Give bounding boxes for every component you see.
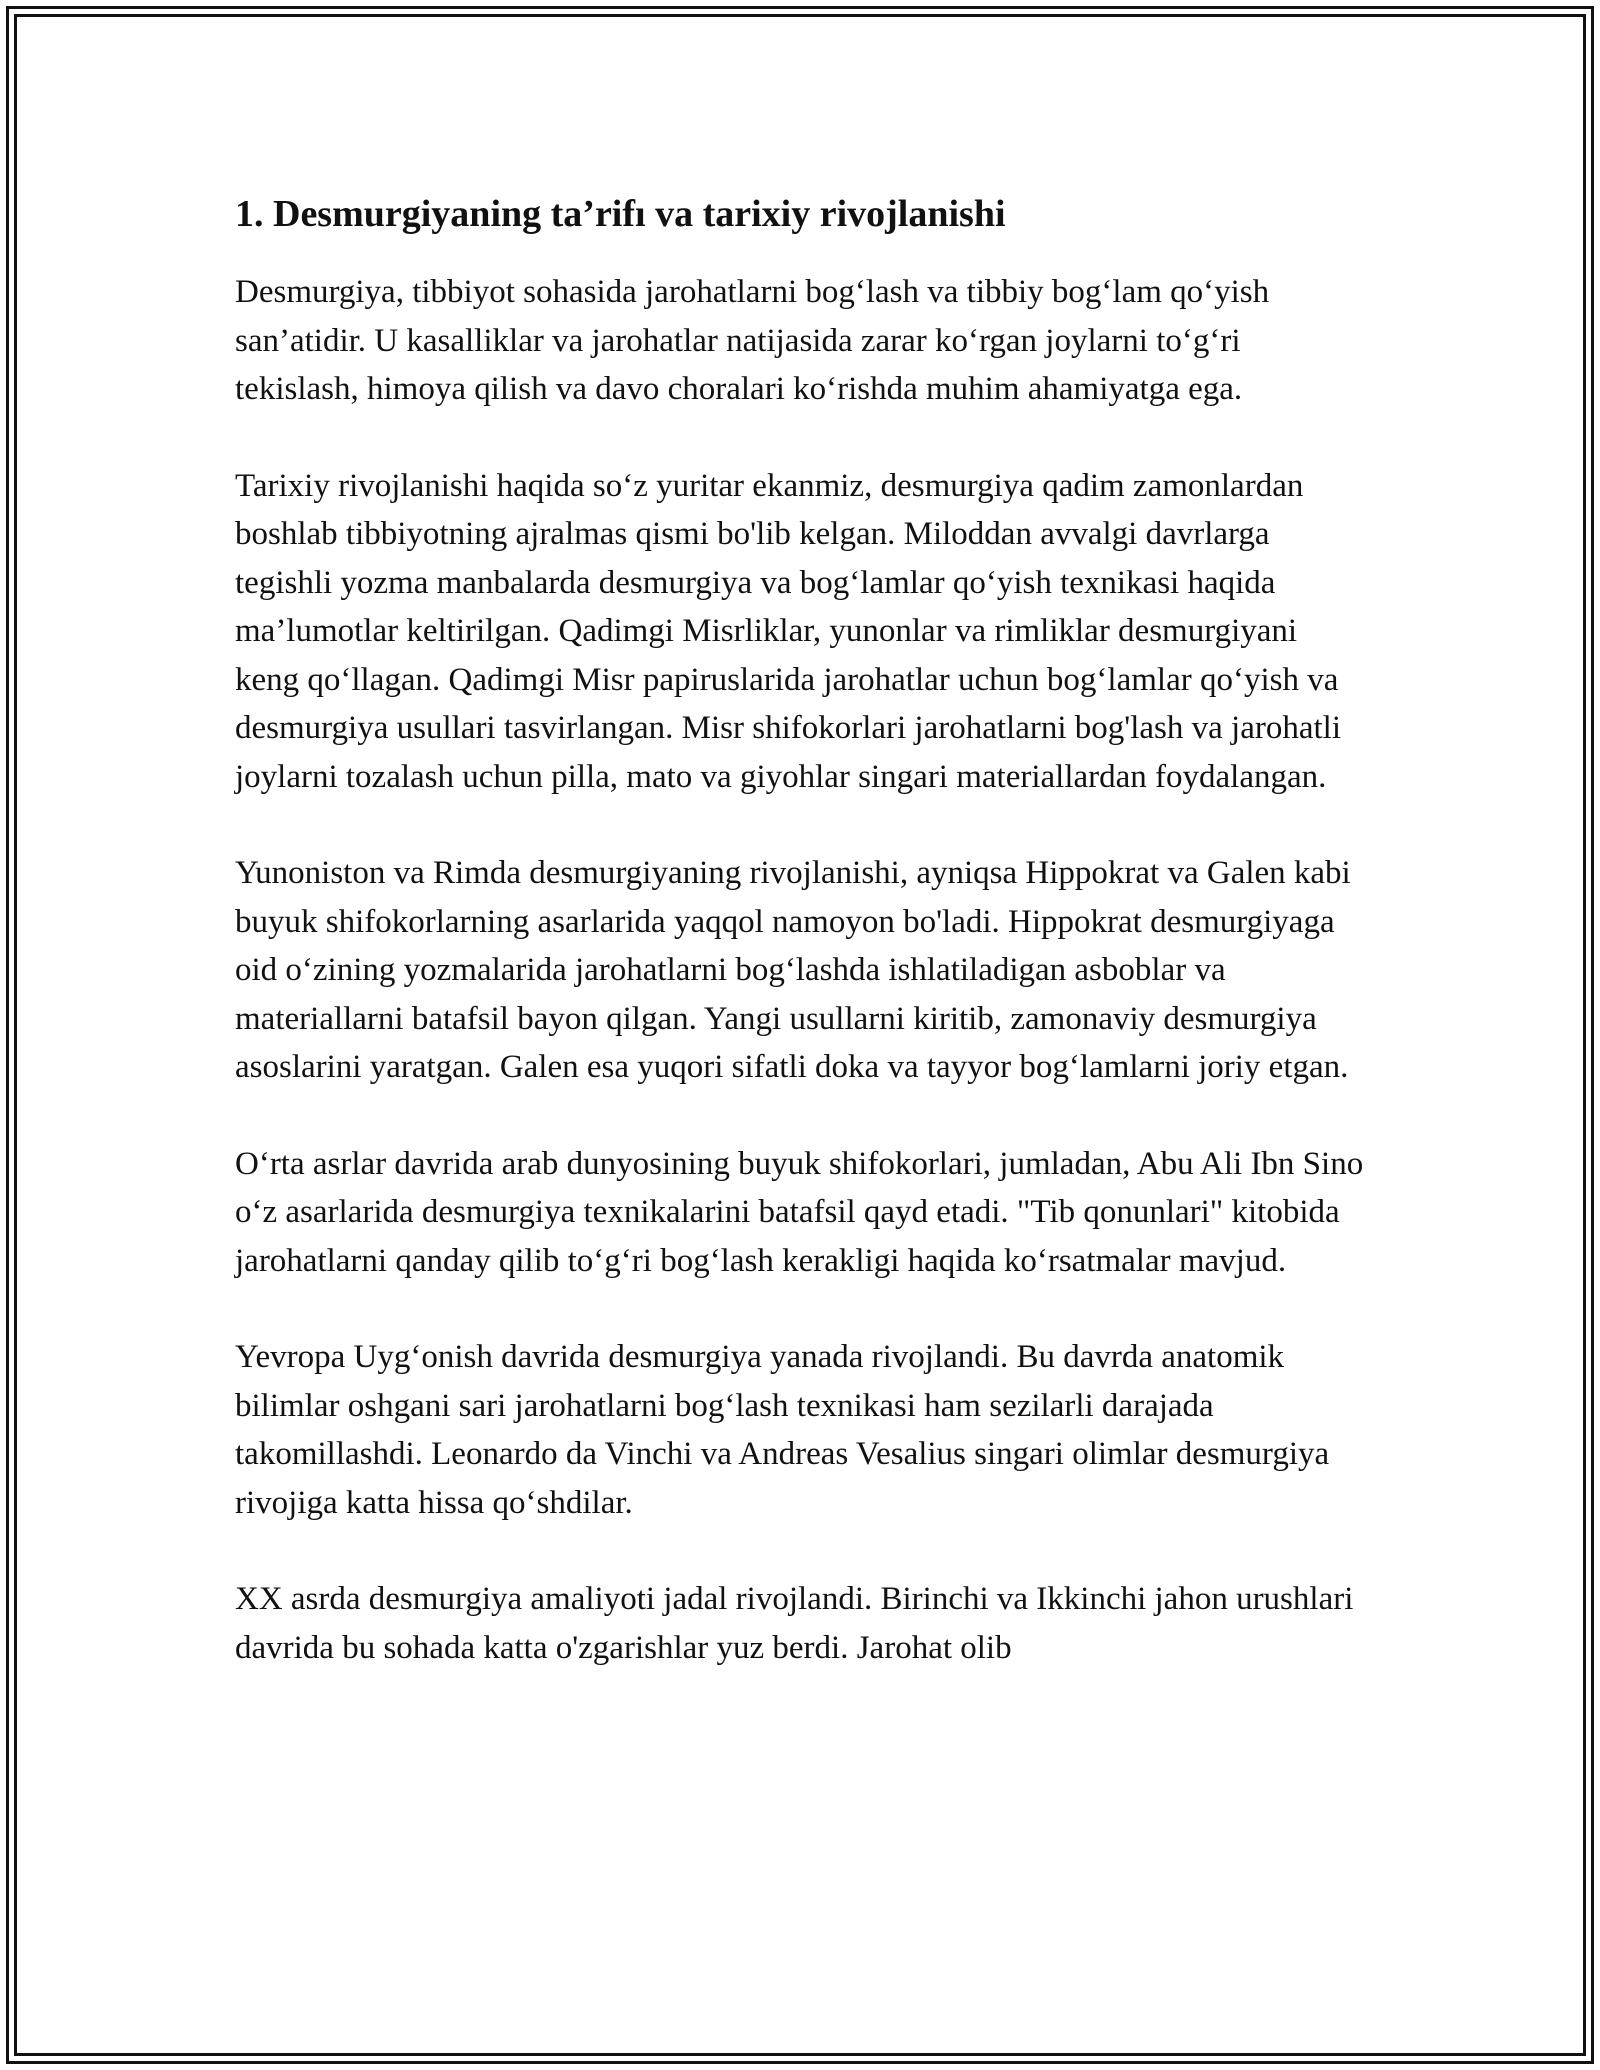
paragraph-definition: Desmurgiya, tibbiyot sohasida jarohatlarni bog‘lash va tibbiy bog‘lam qo‘yish san’atidir. U kasalliklar va jarohatlar natijasida zarar ko‘rgan joylarni to‘g‘ri tekislash, himoya qilish va davo choralari ko‘rishda muhim ahamiyatga ega.: [235, 274, 1270, 407]
document-page: [235, 190, 1365, 1720]
paragraph-ancient-history: Tarixiy rivojlanishi haqida so‘z yuritar ekanmiz, desmurgiya qadim zamonlardan boshlab tibbiyotning ajralmas qismi bo'lib kelgan. Miloddan avvalgi davrlarga tegishli yozma manbalarda desmurgiya va bog‘lamlar qo‘yish texnikasi haqida ma’lumotlar keltirilgan. Qadimgi Misrliklar, yunonlar va rimliklar desmurgiyani keng qo‘llagan. Qadimgi Misr papiruslarida jarohatlar uchun bog‘lamlar qo‘yish va desmurgiya usullari tasvirlangan. Misr shifokorlari jarohatlarni bog'lash va jarohatli joylarni tozalash uchun pilla, mato va giyohlar singari materiallardan foydalangan.: [235, 467, 1341, 795]
paragraph-middle-ages: O‘rta asrlar davrida arab dunyosining buyuk shifokorlari, jumladan, Abu Ali Ibn Sino o‘z asarlarida desmurgiya texnikalarini batafsil qayd etadi. "Tib qonunlari" kitobida jarohatlarni qanday qilib to‘g‘ri bog‘lash kerakligi haqida ko‘rsatmalar mavjud.: [235, 1145, 1364, 1279]
section-heading: 1. Desmurgiyaning ta’rifı va tarixiy rivojlanishi: [235, 193, 1006, 235]
paragraph-renaissance: Yevropa Uyg‘onish davrida desmurgiya yanada rivojlandi. Bu davrda anatomik bilimlar oshgani sari jarohatlarni bog‘lash texnikasi ham sezilarli darajada takomillashdi. Leonardo da Vinchi va Andreas Vesalius singari olimlar desmurgiya rivojiga katta hissa qo‘shdilar.: [235, 1339, 1330, 1521]
paragraph-greece-rome: Yunoniston va Rimda desmurgiyaning rivojlanishi, ayniqsa Hippokrat va Galen kabi buyuk shifokorlarning asarlarida yaqqol namoyon bo'ladi. Hippokrat desmurgiyaga oid o‘zining yozmalarida jarohatlarni bog‘lashda ishlatiladigan asboblar va materiallarni batafsil bayon qilgan. Yangi usullarni kiritib, zamonaviy desmurgiya asoslarini yaratgan. Galen esa yuqori sifatli doka va tayyor bog‘lamlarni joriy etgan.: [235, 855, 1351, 1085]
paragraph-twentieth-century: XX asrda desmurgiya amaliyoti jadal rivojlandi. Birinchi va Ikkinchi jahon urushlari davrida bu sohada katta o'zgarishlar yuz berdi. Jarohat olib: [235, 1581, 1354, 1666]
